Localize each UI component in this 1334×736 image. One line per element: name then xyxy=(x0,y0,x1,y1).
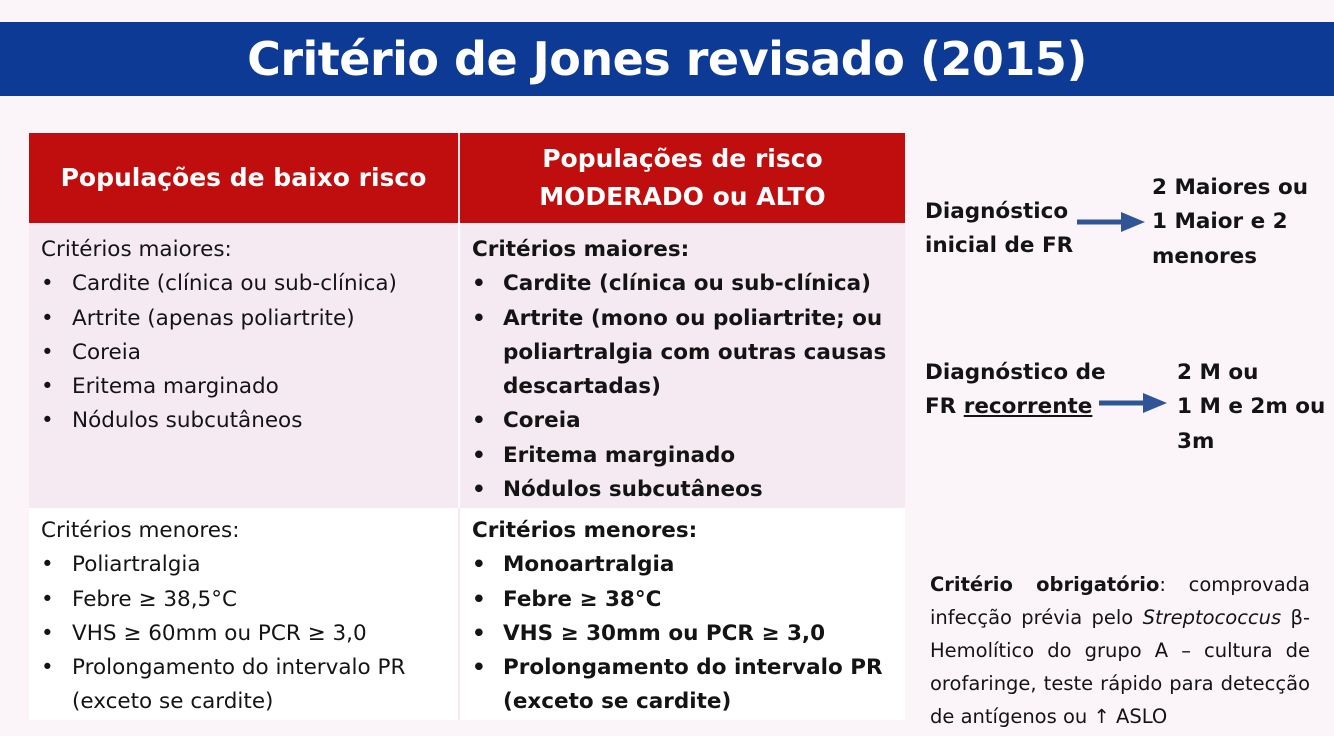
list-item: • Prolongamento do intervalo PR (exceto se cardite) xyxy=(41,651,452,720)
initial-result-line1: 2 Maiores ou xyxy=(1152,175,1309,200)
arrow-right-icon xyxy=(1099,389,1167,417)
title-bar xyxy=(0,22,1334,96)
major-criteria-row xyxy=(29,223,905,508)
list-item: • Febre ≥ 38,5°C xyxy=(41,583,452,617)
high-major-list xyxy=(472,267,899,507)
low-major-list xyxy=(41,267,452,438)
recurrent-result-line3: 3m xyxy=(1177,428,1215,454)
list-item: • Eritema marginado xyxy=(41,370,452,404)
recurrent-result-line1: 2 M ou xyxy=(1177,360,1259,385)
mandatory-organism: Streptococcus xyxy=(1142,606,1282,629)
list-item: • VHS ≥ 30mm ou PCR ≥ 3,0 xyxy=(472,617,899,651)
list-item: • Cardite (clínica ou sub-clínica) xyxy=(41,267,452,301)
list-item: • Eritema marginado xyxy=(472,439,899,473)
list-item: • VHS ≥ 60mm ou PCR ≥ 3,0 xyxy=(41,617,452,651)
mandatory-text-2: β-Hemolítico do grupo A – cultura de orofaringe, teste rápido para detecção de antígenos ou ↑ ASLO xyxy=(930,606,1310,728)
initial-label-line1: Diagnóstico xyxy=(925,199,1069,224)
recurrent-diagnosis-label xyxy=(925,356,1106,425)
low-major-title: Critérios maiores: xyxy=(41,237,232,262)
list-item: • Monoartralgia xyxy=(472,548,899,582)
high-major-title: Critérios maiores: xyxy=(472,237,690,262)
high-risk-minor-cell xyxy=(460,508,905,720)
initial-result-line3: menores xyxy=(1152,243,1258,269)
list-item: • Coreia xyxy=(472,404,899,438)
high-minor-title: Critérios menores: xyxy=(472,518,698,543)
low-minor-title: Critérios menores: xyxy=(41,518,240,543)
list-item: • Coreia xyxy=(41,336,452,370)
recurrent-result-line2: 1 M e 2m ou xyxy=(1177,394,1326,420)
list-item: • Artrite (mono ou poliartrite; ou poliartralgia com outras causas descartadas) xyxy=(472,302,899,405)
low-risk-major-cell xyxy=(29,223,460,508)
initial-diagnosis-result xyxy=(1152,171,1308,274)
initial-result-line2: 1 Maior e 2 xyxy=(1152,209,1288,235)
list-item: • Febre ≥ 38°C xyxy=(472,583,899,617)
header-high-risk-line1: Populações de risco xyxy=(542,144,823,173)
list-item: • Cardite (clínica ou sub-clínica) xyxy=(472,267,899,301)
header-high-risk-line2: MODERADO ou ALTO xyxy=(539,182,826,211)
list-item: • Nódulos subcutâneos xyxy=(41,404,452,438)
initial-label-line2: inicial de FR xyxy=(925,233,1074,259)
mandatory-criterion xyxy=(930,568,1310,733)
minor-criteria-row xyxy=(29,508,905,720)
header-low-risk: Populações de baixo risco xyxy=(29,133,460,223)
recurrent-label-prefix: FR xyxy=(925,394,964,420)
high-risk-major-cell xyxy=(460,223,905,508)
arrow-right-icon xyxy=(1077,208,1145,236)
table-header-row xyxy=(29,133,905,223)
mandatory-text-1: : comprovada infecção prévia pelo xyxy=(930,573,1310,629)
low-risk-minor-cell xyxy=(29,508,460,720)
high-minor-list xyxy=(472,548,899,719)
list-item: • Prolongamento do intervalo PR (exceto se cardite) xyxy=(472,651,899,720)
recurrent-label-underlined: recorrente xyxy=(963,394,1093,420)
mandatory-label: Critério obrigatório xyxy=(930,573,1160,596)
recurrent-diagnosis-result xyxy=(1177,356,1325,459)
initial-diagnosis-label xyxy=(925,195,1073,264)
list-item: • Nódulos subcutâneos xyxy=(472,473,899,507)
low-minor-list xyxy=(41,548,452,719)
page-title: Critério de Jones revisado (2015) xyxy=(247,32,1087,86)
header-high-risk xyxy=(460,133,905,223)
list-item: • Poliartralgia xyxy=(41,548,452,582)
criteria-table xyxy=(29,133,905,720)
list-item: • Artrite (apenas poliartrite) xyxy=(41,302,452,336)
recurrent-label-line2 xyxy=(925,390,1106,424)
recurrent-label-line1: Diagnóstico de xyxy=(925,360,1106,385)
